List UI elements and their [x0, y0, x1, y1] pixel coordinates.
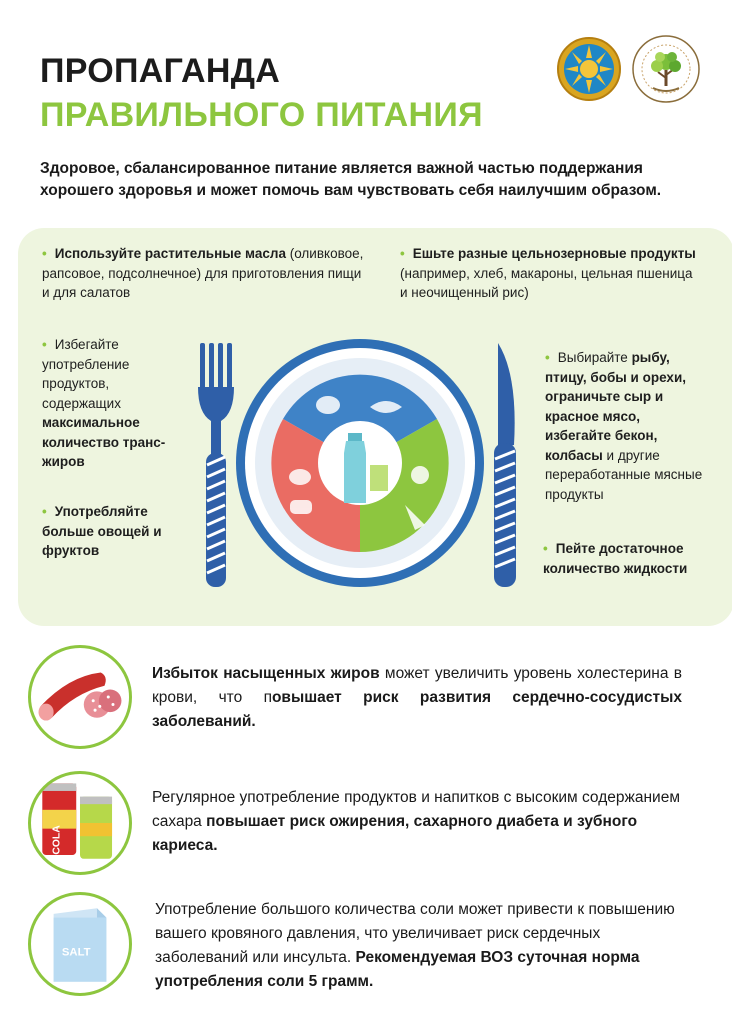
salt-bold: Рекомендуемая ВОЗ суточная норма употребления соли 5 грамм. — [155, 949, 640, 990]
tip-trans-pre: Избегайте употребление продуктов, содержащих — [42, 337, 130, 411]
salt-pack-icon — [31, 895, 129, 993]
bullet-dot: • — [545, 350, 550, 365]
tip-trans-bold: максимальное количество транс-жиров — [42, 415, 166, 469]
tip-protein-rest: и другие переработанные мясные продукты — [545, 447, 703, 502]
state-emblem-icon — [556, 36, 622, 102]
tip-vegetables — [42, 502, 182, 561]
bullet-dot: • — [400, 246, 405, 261]
sausage-icon — [31, 648, 129, 746]
page-title-line2: ПРАВИЛЬНОГО ПИТАНИЯ — [40, 96, 483, 134]
salt-pre: Употребление большого количества соли может привести к повышению вашего кровяного давления, что увеличивает риск сердечных заболеваний или инсульта. — [155, 901, 675, 966]
fat-item-text — [152, 662, 682, 734]
tip-protein-pre: Выбирайте — [557, 350, 632, 365]
plate-illustration — [180, 335, 540, 595]
plate-icon — [236, 339, 484, 587]
salt-circle — [28, 892, 132, 996]
sugar-pre: Регулярное употребление продуктов и напитков с высоким содержанием сахара — [152, 789, 680, 830]
knife-icon — [494, 343, 516, 587]
sausage-circle — [28, 645, 132, 749]
bullet-dot: • — [543, 541, 548, 556]
cans-circle — [28, 771, 132, 875]
salt-label: SALT — [61, 946, 91, 959]
tip-trans-fats — [42, 335, 174, 472]
tip-protein-bold: рыбу, птицу, бобы и орехи, ограничьте сыр и красное мясо, избегайте бекон, колбасы — [545, 350, 686, 463]
soda-cans-icon — [31, 774, 129, 872]
fork-icon — [198, 343, 234, 587]
tip-oils — [42, 244, 372, 303]
tip-grains — [400, 244, 700, 303]
sugar-bold: повышает риск ожирения, сахарного диабета и зубного кариеса. — [152, 813, 638, 854]
fat-bold1: Избыток насыщенных жиров — [152, 665, 380, 682]
tip-grains-bold: Ешьте разные цельнозерновые продукты — [412, 246, 696, 261]
tip-veg-bold: Употребляйте больше овощей и фруктов — [42, 504, 162, 558]
fat-bold2: овышает риск развития сердечно-сосудистых заболеваний. — [152, 689, 682, 730]
salt-item-text — [155, 898, 690, 994]
sugar-item-text — [152, 786, 692, 858]
bullet-dot: • — [42, 337, 47, 352]
bullet-dot: • — [42, 246, 47, 261]
fat-mid: может увеличить уровень холестерина в крови, что п — [152, 665, 682, 706]
tip-liquid — [543, 539, 713, 578]
cola-label: COLA — [51, 825, 63, 855]
page-title-line1: ПРОПАГАНДА — [40, 52, 281, 90]
organisation-logo-icon — [631, 34, 701, 104]
tip-liquid-bold: Пейте достаточное количество жидкости — [543, 541, 688, 576]
intro-text: Здоровое, сбалансированное питание является важной частью поддержания хорошего здоровья и может помочь вам чувствовать себя наилучшим образом. — [40, 160, 662, 199]
bullet-dot: • — [42, 504, 47, 519]
tip-oils-bold: Используйте растительные масла — [54, 246, 286, 261]
tip-grains-rest: (например, хлеб, макароны, цельная пшеница и неочищенный рис) — [400, 265, 693, 300]
tip-oils-rest: (оливковое, рапсовое, подсолнечное) для приготовления пищи и для салатов — [42, 246, 364, 300]
tip-protein — [545, 348, 705, 504]
